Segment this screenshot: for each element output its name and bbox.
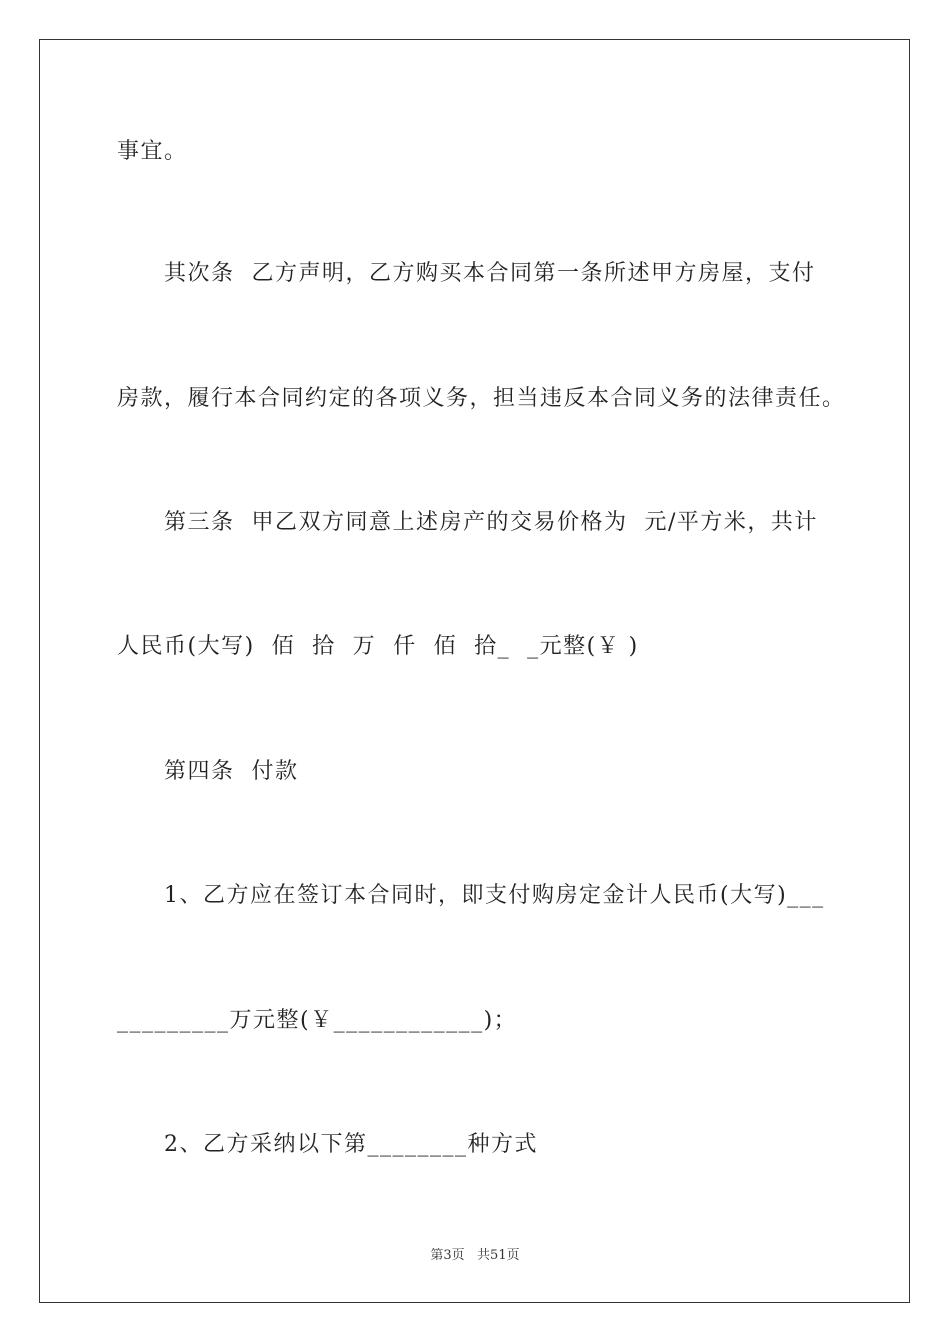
text-line: _________万元整(￥____________)； (117, 1008, 518, 1033)
text-line: 2、乙方采纳以下第________种方式 (164, 1132, 538, 1157)
page-number: 第3页 共51页 (430, 1248, 520, 1263)
text-line: 第三条 甲乙双方同意上述房产的交易价格为 元/平方米，共计 (164, 510, 818, 535)
text-line: 1、乙方应在签订本合同时，即支付购房定金计人民币(大写)___ (164, 883, 825, 908)
text-line: 其次条 乙方声明，乙方购买本合同第一条所述甲方房屋，支付 (164, 261, 816, 286)
text-line: 人民币(大写) 佰 拾 万 仟 佰 拾_ _元整(￥ ) (117, 634, 639, 659)
text-line: 事宜。 (117, 139, 188, 164)
text-line: 房款，履行本合同约定的各项义务，担当违反本合同义务的法律责任。 (117, 386, 846, 411)
text-line: 第四条 付款 (164, 759, 299, 784)
page-border (39, 39, 910, 1303)
